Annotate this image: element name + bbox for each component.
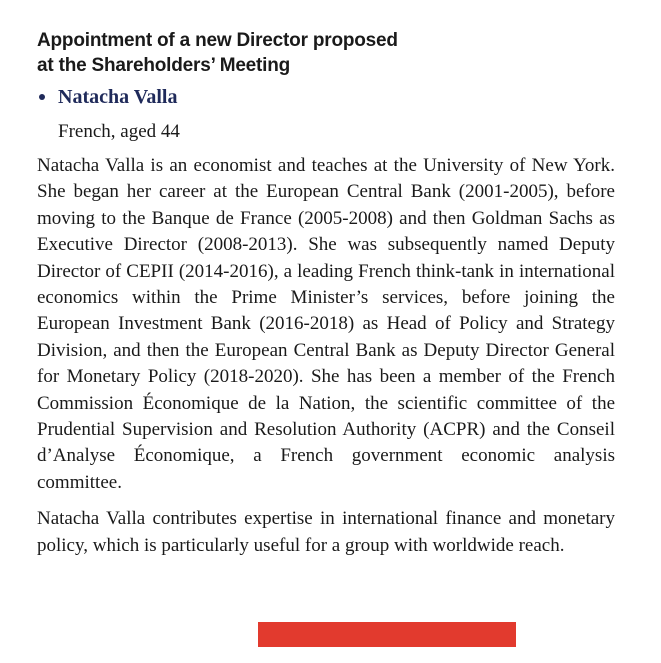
person-name: Natacha Valla — [58, 85, 178, 108]
expertise-paragraph: Natacha Valla contributes expertise in international finance and monetary policy, which is particularly useful for a group with worldwide reach. — [37, 508, 615, 556]
redaction-bar — [258, 622, 516, 647]
person-entry — [37, 84, 615, 110]
heading-line-1: Appointment of a new Director proposed — [37, 30, 398, 51]
heading-line-2: at the Shareholders’ Meeting — [37, 55, 291, 76]
section-heading — [37, 28, 615, 78]
bullet-icon — [39, 94, 45, 100]
nationality-age: French, aged 44 — [58, 121, 180, 142]
director-appointment-section — [37, 28, 615, 559]
biography-paragraph: Natacha Valla is an economist and teaches at the University of New York. She began her career at the European Central Bank (2001-2005), before moving to the Banque de France (2005-2008) and then Goldman Sachs as Executive Director (2008-2013). She was subsequently named Deputy Director of CEPII (2014-2016), a leading French think-tank in international economics within the Prime Minister’s services, before joining the European Investment Bank (2016-2018) as Head of Policy and Strategy Division, and then the European Central Bank as Deputy Director General for Monetary Policy (2018-2020). She has been a member of the French Commission Économique de la Nation, the scientific committee of the Prudential Supervision and Resolution Authority (ACPR) and the Conseil d’Analyse Économique, a French government economic analysis committee. — [37, 155, 615, 493]
